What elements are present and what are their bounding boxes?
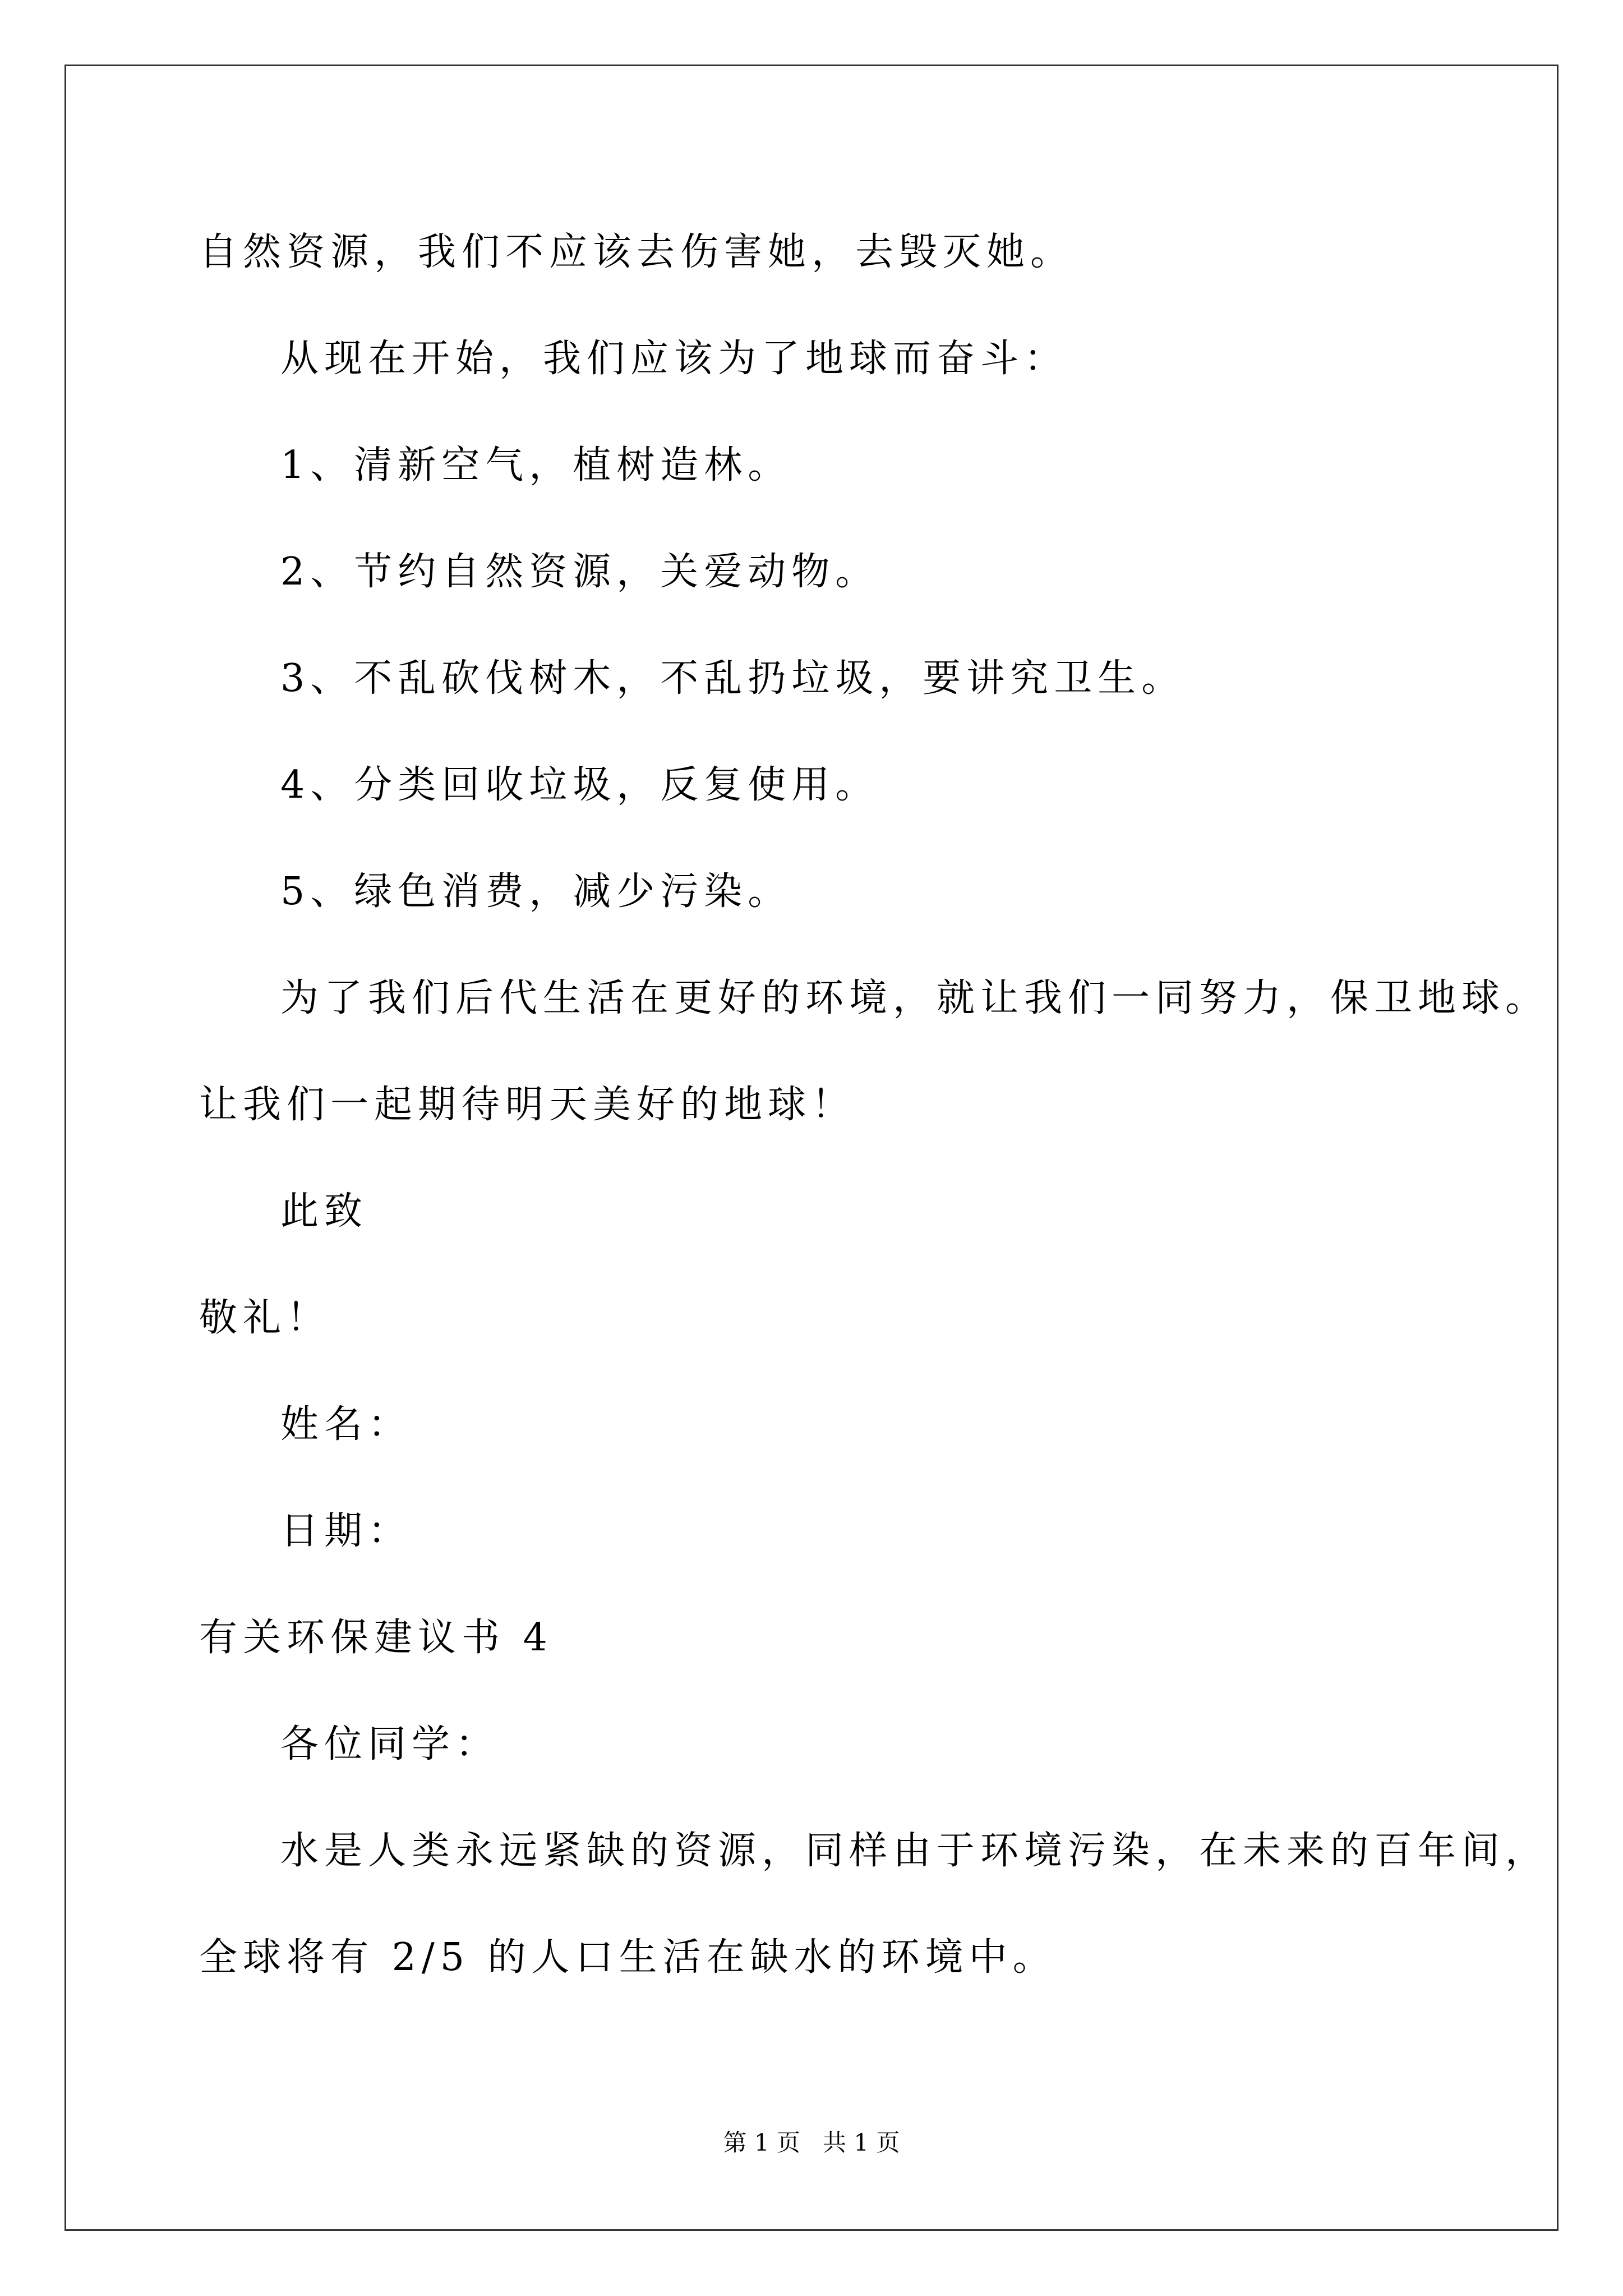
signature-name-label: 姓名： (280, 1402, 412, 1447)
list-item-2: 2、节约自然资源，关爱动物。 (280, 550, 879, 594)
greeting: 各位同学： (280, 1722, 500, 1766)
page-footer: 第 1 页 共 1 页 (723, 2129, 900, 2156)
closing-regards: 敬礼！ (199, 1296, 331, 1340)
page-border (64, 65, 1559, 2231)
list-item-5: 5、绿色消费，减少污染。 (280, 869, 792, 914)
body-line-5: 水是人类永远紧缺的资源，同样由于环境污染，在未来的百年间， (280, 1829, 1550, 1873)
list-item-4: 4、分类回收垃圾，反复使用。 (280, 763, 879, 807)
body-line-1: 自然资源，我们不应该去伤害她，去毁灭她。 (199, 230, 1075, 274)
list-item-3: 3、不乱砍伐树木，不乱扔垃圾，要讲究卫生。 (280, 656, 1186, 701)
body-line-4: 让我们一起期待明天美好的地球！ (199, 1083, 856, 1127)
signature-date-label: 日期： (280, 1509, 412, 1553)
body-line-3: 为了我们后代生活在更好的环境，就让我们一同努力，保卫地球。 (280, 976, 1550, 1020)
body-line-6: 全球将有 2/5 的人口生活在缺水的环境中。 (199, 1935, 1057, 1980)
list-item-1: 1、清新空气，植树造林。 (280, 443, 792, 487)
closing-salutation: 此致 (280, 1189, 368, 1234)
body-line-2: 从现在开始，我们应该为了地球而奋斗： (280, 337, 1068, 381)
section-title: 有关环保建议书 4 (199, 1616, 553, 1660)
